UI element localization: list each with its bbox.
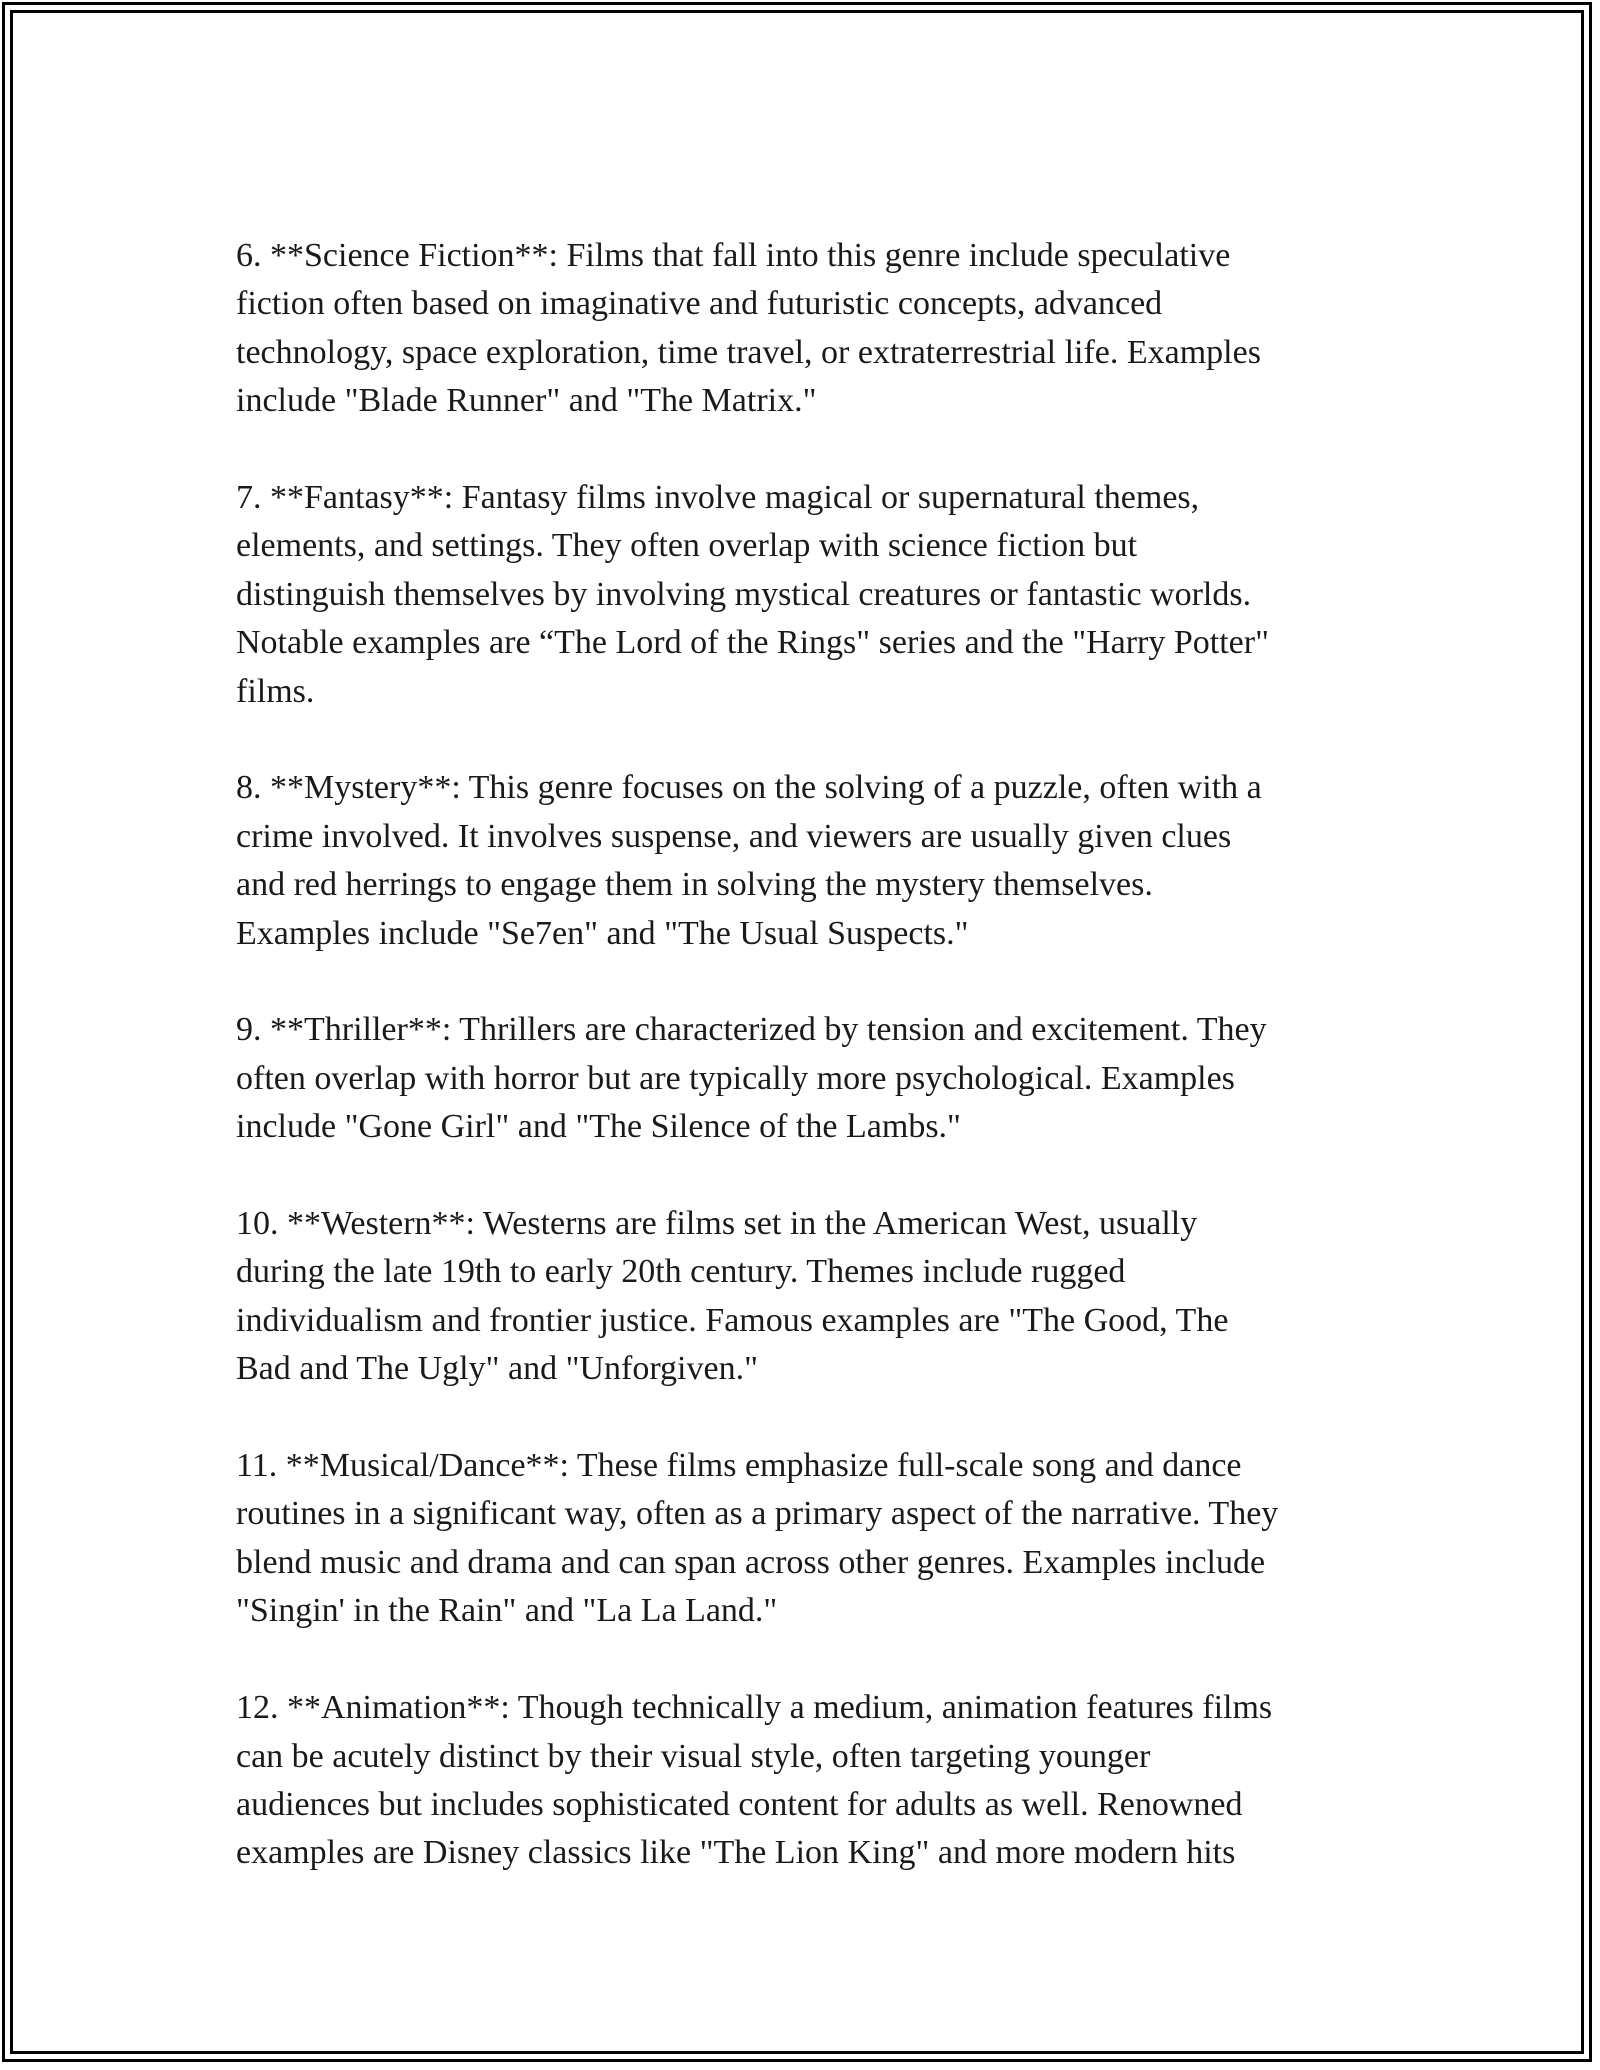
text-line: crime involved. It involves suspense, and viewers are usually given clues: [236, 817, 1232, 855]
text-line: examples are Disney classics like "The Lion King" and more modern hits: [236, 1834, 1236, 1872]
text-line: during the late 19th to early 20th century. Themes include rugged: [236, 1253, 1126, 1291]
text-line: 12. **Animation**: Though technically a medium, animation features films: [236, 1689, 1273, 1727]
text-line: "Singin' in the Rain" and "La La Land.": [236, 1592, 778, 1630]
text-line: distinguish themselves by involving mystical creatures or fantastic worlds.: [236, 575, 1252, 613]
genre-item-mystery: [236, 764, 1386, 958]
text-line: Notable examples are “The Lord of the Rings" series and the "Harry Potter": [236, 624, 1269, 662]
text-line: often overlap with horror but are typically more psychological. Examples: [236, 1059, 1235, 1097]
text-line: individualism and frontier justice. Famous examples are "The Good, The: [236, 1301, 1229, 1339]
text-line: 8. **Mystery**: This genre focuses on the solving of a puzzle, often with a: [236, 769, 1262, 807]
text-line: 10. **Western**: Westerns are films set in the American West, usually: [236, 1205, 1198, 1243]
text-line: 11. **Musical/Dance**: These films emphasize full-scale song and dance: [236, 1447, 1242, 1485]
text-line: and red herrings to engage them in solving the mystery themselves.: [236, 866, 1153, 904]
text-line: 7. **Fantasy**: Fantasy films involve magical or supernatural themes,: [236, 479, 1200, 517]
genre-item-science-fiction: [236, 232, 1386, 426]
text-line: routines in a significant way, often as a primary aspect of the narrative. They: [236, 1495, 1279, 1533]
text-line: elements, and settings. They often overlap with science fiction but: [236, 527, 1138, 565]
text-line: blend music and drama and can span across other genres. Examples include: [236, 1543, 1266, 1581]
text-line: technology, space exploration, time travel, or extraterrestrial life. Examples: [236, 333, 1261, 371]
text-line: Examples include "Se7en" and "The Usual Suspects.": [236, 914, 969, 952]
text-line: films.: [236, 672, 315, 710]
document-body: [236, 232, 1386, 1926]
text-line: include "Blade Runner" and "The Matrix.": [236, 382, 817, 420]
text-line: 6. **Science Fiction**: Films that fall into this genre include speculative: [236, 237, 1231, 274]
genre-item-western: [236, 1200, 1386, 1394]
text-line: 9. **Thriller**: Thrillers are characterized by tension and excitement. They: [236, 1011, 1267, 1049]
text-line: fiction often based on imaginative and futuristic concepts, advanced: [236, 285, 1163, 323]
text-line: include "Gone Girl" and "The Silence of the Lambs.": [236, 1108, 961, 1146]
genre-item-musical-dance: [236, 1442, 1386, 1636]
text-line: can be acutely distinct by their visual style, often targeting younger: [236, 1737, 1151, 1775]
genre-item-animation: [236, 1684, 1386, 1878]
text-line: audiences but includes sophisticated content for adults as well. Renowned: [236, 1785, 1243, 1823]
genre-item-fantasy: [236, 474, 1386, 716]
genre-item-thriller: [236, 1006, 1386, 1151]
text-line: Bad and The Ugly" and "Unforgiven.": [236, 1350, 758, 1388]
